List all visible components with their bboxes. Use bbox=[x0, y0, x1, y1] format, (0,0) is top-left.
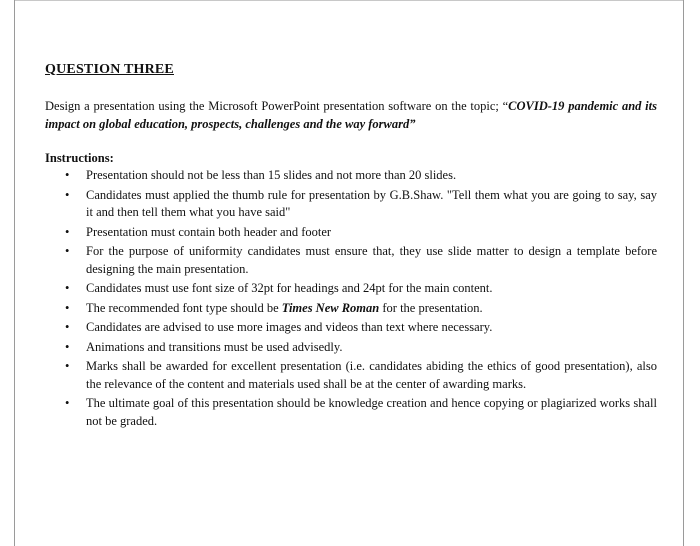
bullet-icon: • bbox=[65, 300, 70, 315]
bullet-icon: • bbox=[65, 168, 70, 182]
list-item-text: Marks shall be awarded for excellent presentation (i.e. candidates abiding the ethics of good presentation), also the relevance of the content and materials used shall be at the center of awarding marks. bbox=[86, 359, 657, 391]
list-item-text-before: The recommended font type should be bbox=[86, 300, 282, 315]
bullet-icon: • bbox=[65, 281, 70, 295]
list-item-text-after: for the presentation. bbox=[379, 300, 483, 315]
bullet-icon: • bbox=[65, 187, 70, 202]
list-item-text: The ultimate goal of this presentation should be knowledge creation and hence copying or plagiarized works shall not be graded. bbox=[86, 396, 657, 428]
list-item bbox=[65, 167, 657, 185]
list-item bbox=[65, 187, 657, 222]
bullet-icon: • bbox=[65, 244, 70, 258]
bullet-icon: • bbox=[65, 339, 70, 354]
list-item bbox=[65, 339, 657, 357]
list-item-text: Candidates must applied the thumb rule for presentation by G.B.Shaw. "Tell them what you are going to say, say it and then tell them what you have said" bbox=[86, 187, 657, 219]
list-item-text: Presentation should not be less than 15 slides and not more than 20 slides. bbox=[86, 168, 457, 182]
list-item bbox=[65, 224, 657, 242]
page-top-border bbox=[14, 0, 684, 1]
page-right-border bbox=[683, 0, 684, 546]
intro-topic: COVID-19 pandemic and its impact on global education, prospects, challenges and the way forward bbox=[45, 99, 657, 131]
list-item-text: Animations and transitions must be used advisedly. bbox=[86, 339, 343, 354]
list-item bbox=[65, 243, 657, 278]
list-item-text: Presentation must contain both header and footer bbox=[86, 224, 332, 239]
bullet-icon: • bbox=[65, 359, 70, 373]
intro-text: Design a presentation using the Microsoft PowerPoint presentation software on the topic; “ bbox=[45, 99, 509, 113]
list-item bbox=[65, 319, 657, 337]
list-item bbox=[65, 358, 657, 393]
list-item-text: Candidates must use font size of 32pt for headings and 24pt for the main content. bbox=[86, 281, 493, 295]
list-item bbox=[65, 300, 657, 318]
font-name-emphasis: Times New Roman bbox=[281, 300, 380, 315]
list-item-text: Candidates are advised to use more images and videos than text where necessary. bbox=[86, 320, 493, 334]
intro-close-quote: ” bbox=[409, 117, 416, 131]
list-item-text: For the purpose of uniformity candidates must ensure that, they use slide matter to design a template before designing the main presentation. bbox=[86, 244, 657, 276]
question-heading: QUESTION THREE bbox=[45, 62, 174, 77]
list-item bbox=[65, 395, 657, 430]
bullet-icon: • bbox=[65, 224, 70, 239]
instructions-label: Instructions: bbox=[45, 151, 114, 165]
question-intro bbox=[45, 97, 657, 133]
instructions-list bbox=[65, 167, 657, 432]
page-left-border bbox=[14, 0, 15, 546]
list-item bbox=[65, 280, 657, 298]
bullet-icon: • bbox=[65, 320, 70, 334]
bullet-icon: • bbox=[65, 396, 70, 410]
